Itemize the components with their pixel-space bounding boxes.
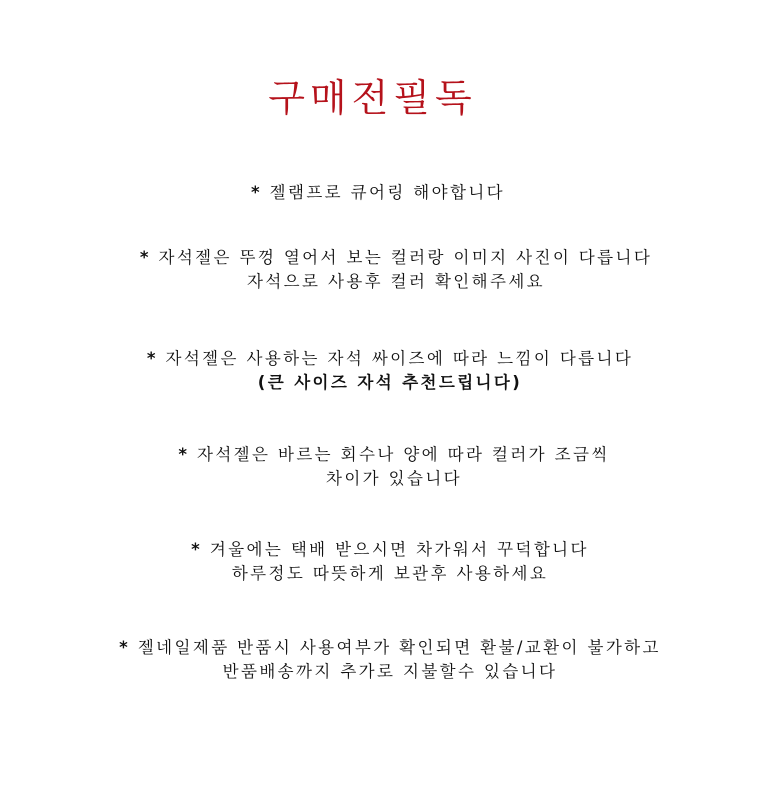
notice-line: 차이가 있습니다 — [325, 469, 463, 488]
notice-return-policy — [0, 636, 780, 684]
notice-magnetic-color — [6, 246, 780, 294]
notice-line: 자석으로 사용후 컬러 확인해주세요 — [246, 272, 546, 291]
notice-line: 하루정도 따뜻하게 보관후 사용하세요 — [231, 564, 549, 583]
page-title: 구매전필독 — [268, 76, 477, 120]
notice-line: (큰 사이즈 자석 추천드립니다) — [257, 373, 523, 392]
notice-line: * 자석젤은 사용하는 자석 싸이즈에 따라 느낌이 다릅니다 — [146, 349, 634, 368]
notice-application-amount — [4, 443, 780, 491]
notice-winter-storage — [0, 538, 780, 586]
notice-line: * 젤램프로 큐어링 해야합니다 — [250, 183, 506, 202]
notice-line: 반품배송까지 추가로 지불할수 있습니다 — [222, 662, 558, 681]
notice-curing — [0, 181, 768, 205]
notice-line: * 자석젤은 뚜껑 열어서 보는 컬러랑 이미지 사진이 다릅니다 — [139, 248, 653, 267]
notice-magnet-size — [0, 347, 780, 395]
notice-line: * 젤네일제품 반품시 사용여부가 확인되면 환불/교환이 불가하고 — [119, 638, 661, 657]
notice-line: * 겨울에는 택배 받으시면 차가워서 꾸덕합니다 — [191, 540, 589, 559]
notice-line: * 자석젤은 바르는 회수나 양에 따라 컬러가 조금씩 — [178, 445, 610, 464]
